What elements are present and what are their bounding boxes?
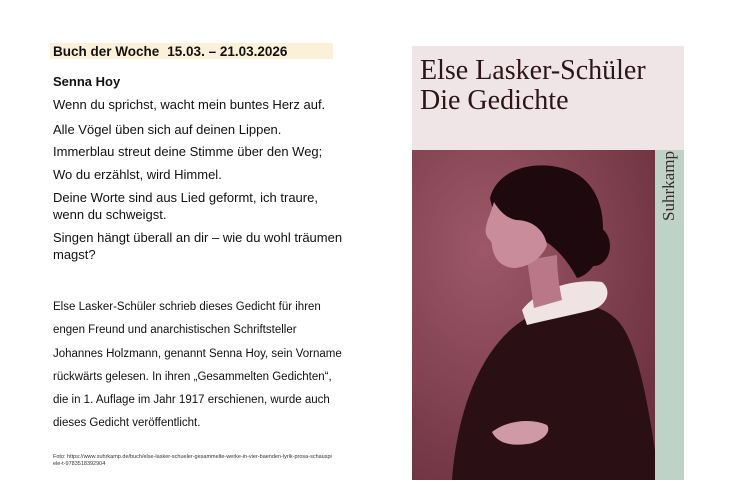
poem-description: Else Lasker-Schüler schrieb dieses Gedicht für ihren engen Freund und anarchistischen Schriftsteller Johannes Holzmann, genannt Senna Hoy, sein Vorname rückwärts gelesen. In ihren „Gesammelten Gedichten“, die in 1. Auflage im Jahr 1917 erschienen, wurde auch dieses Gedicht veröffentlicht.	[53, 301, 342, 430]
poem-line: Wenn du sprichst, wacht mein buntes Herz auf.	[53, 97, 326, 112]
week-banner	[50, 43, 333, 59]
poem-line: Wo du erzählst, wird Himmel.	[53, 167, 222, 182]
week-banner-text	[50, 44, 287, 59]
publisher-name: Suhrkamp	[659, 151, 678, 221]
book-title: Die Gedichte	[420, 85, 569, 116]
photo-credit: Foto: https://www.suhrkamp.de/buch/else-lasker-schueler-gesammelte-werke-in-vier-baenden-lyrik-prosa-schauspiele-t-9783518392904	[53, 454, 332, 467]
poem-title: Senna Hoy	[53, 74, 121, 89]
poem-line: Singen hängt überall an dir – wie du wohl träumen magst?	[53, 230, 343, 262]
book-cover-title-block	[420, 56, 670, 116]
week-banner-date: 15.03. – 21.03.2026	[167, 43, 288, 59]
poem-line: Immerblau streut deine Stimme über den Weg;	[53, 144, 323, 159]
poem-line: Alle Vögel üben sich auf deinen Lippen.	[53, 122, 282, 137]
week-banner-label: Buch der Woche	[53, 43, 160, 59]
poem-line: Deine Worte sind aus Lied geformt, ich traure, wenn du schweigst.	[53, 190, 318, 222]
cover-portrait-photo	[412, 150, 655, 480]
book-author: Else Lasker-Schüler	[420, 55, 646, 86]
portrait-illustration	[412, 150, 655, 480]
